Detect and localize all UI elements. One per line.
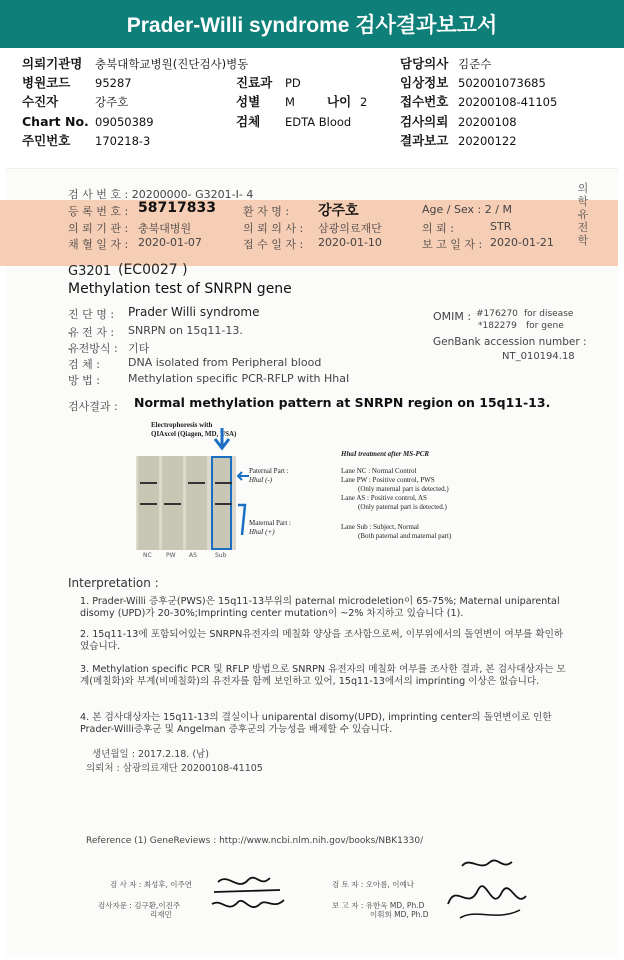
rrn-value: 170218-3 — [95, 134, 151, 148]
test-title: Methylation test of SNRPN gene — [68, 281, 292, 297]
collect-value: 2020-01-07 — [138, 236, 202, 249]
receipt-value: 20200108-41105 — [458, 95, 558, 109]
specimen2-label: 검 체 : — [68, 358, 100, 371]
interp-4: 4. 본 검사대상자는 15q11-13의 결실이나 uniparental disomy(UPD), imprinting center의 돌연변이로 인한 Prader-Willi증후군 및 Angelman 증후군의 가능성을 배제할 수 있습니다. — [80, 712, 552, 735]
exam-number: 검 사 번 호 : 20200000- G3201-I- 4 — [68, 188, 254, 201]
specimen-value: EDTA Blood — [285, 115, 352, 129]
band — [215, 482, 232, 484]
clinical-label: 임상정보 — [400, 75, 449, 90]
name-label: 환 자 명 : — [243, 205, 290, 218]
doctor-label: 담당의사 — [400, 56, 449, 71]
test-code: G3201 — [68, 264, 112, 279]
left-arrow-icon — [236, 470, 250, 482]
req-inst-label: 의 뢰 기 관 : — [68, 222, 129, 235]
omim-label: OMIM : — [433, 310, 472, 323]
doctor-value: 김준수 — [458, 57, 492, 71]
rrn-label: 주민번호 — [22, 133, 71, 148]
report-date-value: 20200122 — [458, 134, 517, 148]
test-code2: (EC0027 ) — [118, 262, 188, 278]
band — [164, 503, 181, 505]
lane-label-nc: NC — [143, 552, 152, 559]
legend-4: (Only paternal part is detected.) — [358, 503, 447, 511]
patient-value: 강주호 — [95, 95, 129, 109]
side-vertical-text: 의학유전학 — [577, 182, 589, 247]
collect-label: 채 혈 일 자 : — [68, 238, 129, 251]
age-label: 나이 — [327, 94, 352, 109]
lane-label-as: AS — [189, 552, 197, 559]
age-sex: Age / Sex : 2 / M — [422, 203, 512, 216]
maternal-hhai: HhaI (+) — [249, 528, 275, 536]
signer-reporter: 보 고 자 : 유한욱 MD, Ph.D — [332, 901, 425, 910]
paternal-label: Paternal Part : — [249, 467, 289, 475]
lane-label-pw: PW — [166, 552, 176, 559]
bracket-arrow-icon — [236, 502, 248, 538]
lane-pw — [162, 456, 183, 550]
interp-3: 3. Methylation specific PCR 및 RFLP 방법으로 SNRPN 유전자의 메칠화 여부를 조사한 결과, 본 검사대상자는 모계(메칠화)와 부계(비메칠화)의 유전자를 함께 보인하고 있어, 15q11-13에서의 imprinting 이상은 없습니다. — [80, 664, 566, 687]
interpretation-label: Interpretation : — [68, 576, 159, 590]
legend-3: Lane AS : Positive control, AS — [341, 494, 427, 502]
legend-2: (Only maternal part is detected.) — [358, 485, 449, 493]
hospital-code-label: 병원코드 — [22, 75, 71, 90]
lane-as — [186, 456, 207, 550]
omim2-note: for gene — [526, 321, 564, 331]
doctor2-label: 의 뢰 : — [422, 222, 454, 235]
band — [140, 482, 157, 484]
sex-value: M — [285, 95, 295, 109]
reg-value: 58717833 — [138, 200, 216, 216]
signer-tester: 검 사 자 : 최성후, 이주연 — [110, 880, 193, 889]
paternal-hhai: HhaI (-) — [249, 476, 273, 484]
lane-nc — [138, 456, 159, 550]
inherit-label: 유전방식 : — [68, 342, 118, 355]
gene-value: SNRPN on 15q11-13. — [128, 324, 243, 337]
inherit-value: 기타 — [128, 342, 150, 355]
band — [140, 503, 157, 505]
diag-value: Prader Willi syndrome — [128, 305, 260, 319]
reg-label: 등 록 번 호 : — [68, 205, 129, 218]
method-label: 방 법 : — [68, 374, 100, 387]
clinical-value: 502001073685 — [458, 76, 546, 90]
report-label: 보 고 일 자 : — [422, 238, 483, 251]
result-value: Normal methylation pattern at SNRPN region on 15q11-13. — [134, 395, 551, 410]
maternal-label: Maternal Part : — [249, 519, 291, 527]
signature-right-image — [440, 852, 530, 932]
req-doc-value: 삼광의료재단 — [318, 222, 382, 235]
specimen-label: 검체 — [236, 114, 261, 129]
report-value: 2020-01-21 — [490, 236, 554, 249]
sex-label: 성별 — [236, 94, 261, 109]
interp-2: 2. 15q11-13에 포함되어있는 SNRPN유전자의 메칠화 양상을 조사함으로써, 이부위에서의 돌연변이 여부를 확인하였습니다. — [80, 629, 564, 652]
treatment-title: HhaI treatment after MS-PCR — [341, 450, 430, 458]
req-inst-value: 충북대병원 — [138, 222, 192, 235]
signer-advisor: 검사자문 : 김구환,이진주 — [98, 901, 181, 910]
interp-1: 1. Prader-Willi 증후군(PWS)은 15q11-13부위의 paternal microdeletion이 65-75%; Maternal uniparental disomy (UPD)가 20-30%;Imprinting center mutation이 ~2% 차지하고 있습니다 (1). — [80, 596, 560, 619]
birth-info: 생년월일 : 2017.2.18. (남) — [92, 749, 209, 760]
age-value: 2 — [360, 95, 368, 109]
patient-label: 수진자 — [22, 94, 59, 109]
report-title: Prader-Willi syndrome 검사결과보고서 — [0, 0, 624, 48]
report-date-label: 결과보고 — [400, 133, 449, 148]
reference: Reference (1) GeneReviews : http://www.ncbi.nlm.nih.gov/books/NBK1330/ — [86, 836, 424, 846]
legend-0: Lane NC : Normal Control — [341, 467, 417, 475]
electro-title-1: Electrophoresis with — [151, 421, 213, 429]
req-doc-label: 의 뢰 의 사 : — [243, 222, 304, 235]
receipt-label: 접수번호 — [400, 94, 449, 109]
specimen2-value: DNA isolated from Peripheral blood — [128, 356, 322, 369]
requester-info: 의뢰처 : 삼광의료재단 20200108-41105 — [86, 763, 263, 774]
chart-value: 09050389 — [95, 115, 154, 129]
hospital-code-value: 95287 — [95, 76, 132, 90]
request-label: 검사의뢰 — [400, 114, 449, 129]
result-label: 검사결과 : — [68, 400, 118, 413]
recv-label: 접 수 일 자 : — [243, 238, 304, 251]
institution-label: 의뢰기관명 — [22, 56, 83, 71]
omim1-note: for disease — [524, 309, 574, 319]
signer-reporter-2: 이휘희 MD, Ph.D — [370, 910, 429, 919]
legend-5: Lane Sub : Subject, Normal — [341, 523, 419, 531]
chart-label: Chart No. — [22, 114, 89, 129]
down-arrow-icon — [212, 426, 232, 456]
omim2: *182279 — [478, 321, 517, 331]
method-value: Methylation specific PCR-RFLP with HhaI — [128, 372, 350, 385]
recv-value: 2020-01-10 — [318, 236, 382, 249]
doctor2-value: STR — [490, 220, 512, 233]
signer-reviewer: 검 토 자 : 오아름, 이예나 — [332, 880, 415, 889]
legend-1: Lane PW : Positive control, PWS — [341, 476, 435, 484]
gene-label: 유 전 자 : — [68, 326, 115, 339]
band — [215, 503, 232, 505]
lane-label-sub: Sub — [215, 552, 227, 559]
band — [188, 482, 205, 484]
electrophoresis-gel — [136, 456, 236, 550]
genbank-value: NT_010194.18 — [502, 351, 575, 362]
signature-left-image — [208, 862, 288, 924]
lane-sub — [211, 456, 232, 550]
legend-6: (Both paternal and maternal part) — [358, 532, 452, 540]
electro-title-2: QIAxcel (Qiagen, MD, USA) — [151, 430, 237, 438]
institution-value: 충북대학교병원(진단검사)병동 — [95, 57, 249, 71]
dept-value: PD — [285, 76, 301, 90]
request-value: 20200108 — [458, 115, 517, 129]
signer-advisor-2: 리재민 — [150, 910, 172, 919]
genbank-label: GenBank accession number : — [433, 336, 587, 348]
name-value: 강주호 — [318, 203, 359, 219]
omim1: #176270 — [476, 309, 518, 319]
diag-label: 진 단 명 : — [68, 308, 115, 321]
dept-label: 진료과 — [236, 75, 273, 90]
